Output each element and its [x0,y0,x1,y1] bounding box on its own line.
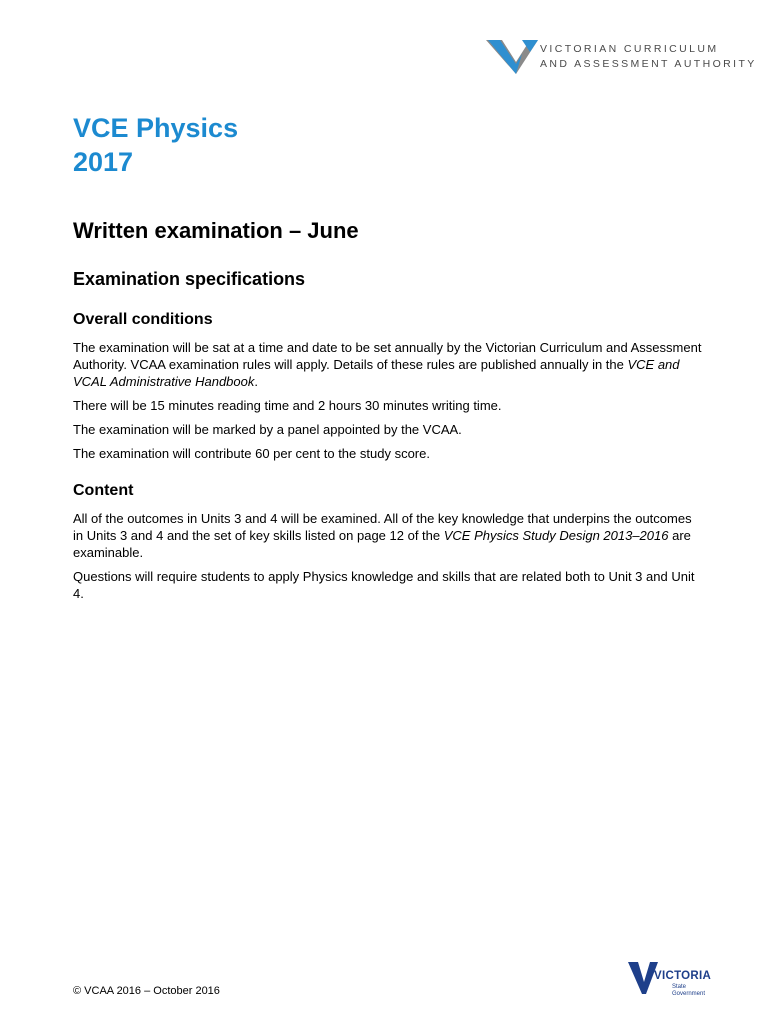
overall-paragraph-4: The examination will contribute 60 per cent to the study score. [73,446,430,461]
vcaa-chevron-icon [486,40,538,74]
overall-paragraph-2: There will be 15 minutes reading time and 2 hours 30 minutes writing time. [73,398,502,413]
overall-paragraph-1 [73,339,703,390]
victoria-wordmark: VICTORIA [654,970,712,982]
vcaa-logo [486,40,757,76]
overall-paragraph-3: The examination will be marked by a panel appointed by the VCAA. [73,422,462,437]
content-paragraph-2: Questions will require students to apply Physics knowledge and skills that are related both to Unit 3 and Unit 4. [73,569,695,601]
state-government-label [672,984,705,998]
title-line2: 2017 [73,147,134,177]
overall-p1-end: . [254,374,258,389]
document-subtitle: Written examination – June [73,218,359,243]
government-label: Government [672,991,706,997]
vcaa-logo-line2: AND ASSESSMENT AUTHORITY [540,58,757,70]
study-design-title: VCE Physics Study Design 2013–2016 [443,528,669,543]
victoria-government-logo [628,958,712,998]
overall-conditions-heading: Overall conditions [73,311,213,328]
title-line1: VCE Physics [73,113,239,143]
handbook-title: VCE and VCAL Administrative Handbook [73,357,680,389]
copyright-footer: © VCAA 2016 – October 2016 [73,985,220,997]
content-paragraph-1 [73,510,703,561]
state-label: State [672,984,687,990]
vcaa-logo-line1: VICTORIAN CURRICULUM [540,43,719,55]
document-title [73,111,238,179]
content-p1-end: are examinable. [73,528,691,560]
content-p1-text: All of the outcomes in Units 3 and 4 will be examined. All of the key knowledge that underpins the outcomes in Units 3 and 4 and the set of key skills listed on page 12 of the [73,511,692,543]
overall-p1-text: The examination will be sat at a time and date to be set annually by the Victorian Curriculum and Assessment Authority. VCAA examination rules will apply. Details of these rules are published annually in the [73,340,702,372]
content-heading: Content [73,482,134,499]
spec-heading: Examination specifications [73,269,306,289]
vcaa-logo-text [540,42,757,72]
